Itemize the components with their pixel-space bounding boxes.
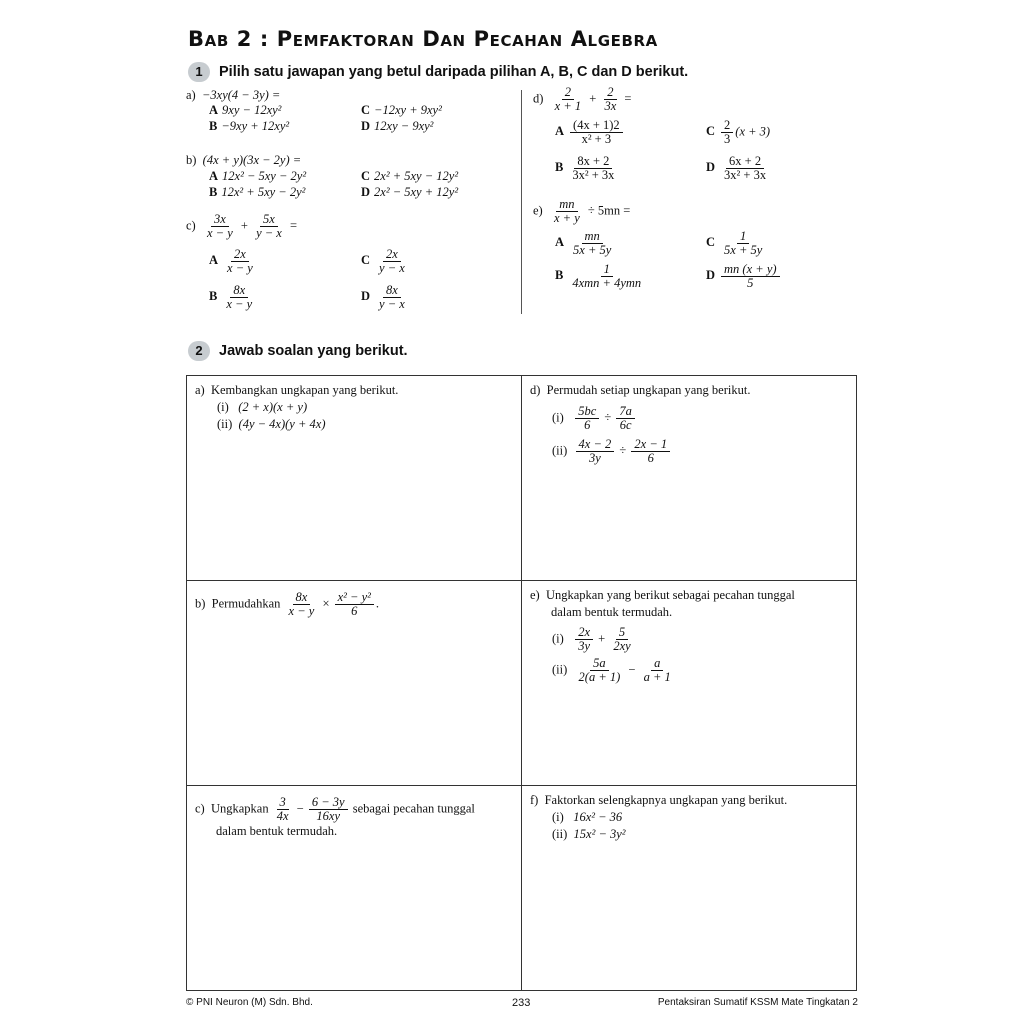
option-text: −9xy + 12xy² bbox=[221, 119, 290, 133]
item-label: c) bbox=[195, 801, 205, 816]
question-a bbox=[186, 88, 280, 103]
option-letter: B bbox=[209, 119, 218, 133]
fraction: $\frac{1}{5x + 5y}$ bbox=[724, 229, 763, 257]
option-letter: C bbox=[361, 169, 371, 183]
item-text: dalam bentuk termudah. bbox=[216, 824, 338, 838]
item-text: Faktorkan selengkapnya ungkapan yang berikut. bbox=[544, 793, 788, 807]
item-label: d) bbox=[530, 383, 541, 397]
fraction: $\frac{8x}{x - y}$ bbox=[288, 590, 315, 618]
question-b bbox=[186, 153, 301, 168]
sub-label: (i) bbox=[217, 400, 229, 414]
fraction: $\frac{mn}{5x + 5y}$ bbox=[573, 229, 612, 257]
fraction: $\frac{5}{2xy}$ bbox=[613, 625, 631, 653]
option-a-C[interactable] bbox=[361, 103, 442, 118]
question-a-label: a) bbox=[186, 88, 196, 102]
question-d-label: d) bbox=[533, 91, 544, 106]
sub-label: (i) bbox=[552, 810, 564, 824]
question-b-stem: (4x + y)(3x − 2y) = bbox=[202, 153, 302, 167]
fraction: $\frac{8x}{x - y}$ bbox=[226, 283, 253, 311]
fraction: $\frac{8x}{y - x}$ bbox=[379, 283, 405, 311]
answer-box-e[interactable] bbox=[522, 581, 856, 786]
sub-expression: (4y − 4x)(y + 4x) bbox=[238, 417, 326, 431]
footer-series: Pentaksiran Sumatif KSSM Mate Tingkatan 2 bbox=[657, 997, 858, 1008]
option-letter: D bbox=[706, 160, 716, 175]
item-text: Permudahkan bbox=[211, 596, 281, 611]
fraction: $\frac{2x}{x - y}$ bbox=[227, 247, 253, 275]
option-d-D[interactable] bbox=[706, 155, 771, 182]
fraction: $\frac{2}{3x}$ bbox=[604, 85, 617, 113]
option-text: 12xy − 9xy² bbox=[374, 119, 434, 133]
option-c-C[interactable] bbox=[361, 248, 410, 275]
question-b-label: b) bbox=[186, 153, 197, 167]
question-c: c) $\frac{3x}{x - y}$ + $\frac{5x}{y - x}$ = bbox=[186, 212, 298, 240]
fraction: $\frac{3}{4x}$ bbox=[276, 795, 289, 823]
option-c-D[interactable] bbox=[361, 284, 410, 311]
option-e-B[interactable] bbox=[555, 263, 646, 290]
answer-box-f[interactable] bbox=[522, 786, 856, 990]
answer-grid bbox=[186, 375, 857, 991]
fraction: $\frac{4x - 2}{3y}$ bbox=[576, 438, 615, 465]
fraction: $\frac{5bc}{6}$ bbox=[575, 405, 599, 432]
option-d-C[interactable] bbox=[706, 119, 770, 146]
sub-label: (i) bbox=[552, 410, 564, 425]
option-b-D[interactable] bbox=[361, 185, 458, 200]
section1-instruction: Pilih satu jawapan yang betul daripada pilihan A, B, C dan D berikut. bbox=[219, 63, 689, 80]
column-divider bbox=[521, 90, 522, 314]
fraction: $\frac{5a}{2(a + 1)}$ bbox=[578, 656, 621, 684]
fraction: $\frac{a}{a + 1}$ bbox=[643, 656, 671, 684]
question-a-stem: −3xy(4 − 3y) = bbox=[201, 88, 281, 102]
fraction: $\frac{5x}{y - x}$ bbox=[256, 212, 282, 240]
option-b-B[interactable] bbox=[209, 185, 305, 200]
option-letter: C bbox=[706, 124, 716, 139]
item-text: dalam bentuk termudah. bbox=[551, 605, 673, 619]
fraction: $\frac{2x - 1}{6}$ bbox=[631, 438, 670, 465]
answer-box-b[interactable] bbox=[187, 581, 522, 786]
option-letter: D bbox=[361, 289, 371, 304]
option-b-C[interactable] bbox=[361, 169, 458, 184]
answer-box-a[interactable] bbox=[187, 376, 522, 581]
option-letter: A bbox=[555, 124, 565, 139]
fraction: $\frac{(4x + 1)2}{\text{x² + 3}}$ bbox=[570, 119, 623, 146]
fraction: $\frac{2}{x + 1}$ bbox=[554, 85, 582, 113]
option-c-B[interactable] bbox=[209, 284, 257, 311]
option-text: 9xy − 12xy² bbox=[222, 103, 282, 117]
sub-label: (i) bbox=[552, 631, 564, 646]
sub-label: (ii) bbox=[552, 443, 568, 458]
operator: ÷ bbox=[619, 443, 627, 458]
option-c-A[interactable] bbox=[209, 248, 258, 275]
fraction: $\frac{8x + 2}{\text{3x² + 3x}}$ bbox=[572, 154, 615, 182]
fraction: $\frac{mn}{x + y}$ bbox=[553, 197, 580, 225]
item-text: Kembangkan ungkapan yang berikut. bbox=[210, 383, 399, 397]
sub-expression: 16x² − 36 bbox=[573, 810, 623, 824]
answer-box-c[interactable] bbox=[187, 786, 522, 990]
item-label: e) bbox=[530, 588, 540, 602]
option-text: 12x² + 5xy − 2y² bbox=[221, 185, 306, 199]
fraction: $\frac{2}{3}$ bbox=[721, 119, 733, 146]
option-letter: B bbox=[555, 160, 564, 175]
sub-expression: (2 + x)(x + y) bbox=[238, 400, 308, 414]
fraction: $\frac{2x}{y - x}$ bbox=[379, 247, 405, 275]
option-a-B[interactable] bbox=[209, 119, 289, 134]
sub-label: (ii) bbox=[217, 417, 233, 431]
option-letter: D bbox=[706, 268, 716, 283]
fraction: $\frac{mn (x + y)}{5}$ bbox=[721, 263, 780, 290]
item-text: sebagai pecahan tunggal bbox=[352, 801, 475, 816]
page-title: Bab 2 : Pemfaktoran Dan Pecahan Algebra bbox=[188, 27, 658, 51]
option-a-D[interactable] bbox=[361, 119, 433, 134]
option-letter: A bbox=[209, 253, 219, 268]
option-d-A[interactable] bbox=[555, 119, 625, 146]
fraction: $\frac{1}{\text{4xmn + 4ymn}}$ bbox=[572, 262, 642, 290]
fraction: $\frac{\text{x² − y²}}{6}$ bbox=[335, 591, 374, 618]
option-text: (x + 3) bbox=[735, 124, 771, 139]
footer-page-number: 233 bbox=[512, 997, 531, 1009]
item-text: Ungkapkan bbox=[210, 801, 269, 816]
section1-heading bbox=[188, 62, 688, 82]
operator: + bbox=[598, 631, 606, 646]
option-e-A[interactable] bbox=[555, 230, 616, 257]
section2-heading bbox=[188, 341, 408, 361]
fraction: $\frac{6 - 3y}{16xy}$ bbox=[309, 796, 348, 823]
option-letter: A bbox=[555, 235, 565, 250]
operator: × bbox=[322, 596, 330, 611]
option-d-B[interactable] bbox=[555, 155, 619, 182]
option-e-C[interactable] bbox=[706, 230, 767, 257]
option-letter: B bbox=[209, 185, 218, 199]
option-a-A[interactable] bbox=[209, 103, 281, 118]
option-letter: A bbox=[209, 169, 219, 183]
option-e-D[interactable] bbox=[706, 263, 782, 290]
question-d: d) $\frac{2}{x + 1}$ + $\frac{2}{3x}$ = bbox=[533, 85, 632, 113]
footer-copyright: © PNI Neuron (M) Sdn. Bhd. bbox=[186, 997, 313, 1008]
option-text: 2x² − 5xy + 12y² bbox=[374, 185, 459, 199]
answer-box-d[interactable] bbox=[522, 376, 856, 581]
sub-label: (ii) bbox=[552, 827, 568, 841]
fraction: $\frac{2x}{3y}$ bbox=[575, 626, 593, 653]
section1-number-badge: 1 bbox=[188, 62, 210, 82]
operator: − bbox=[628, 662, 636, 677]
option-letter: B bbox=[555, 268, 564, 283]
option-b-A[interactable] bbox=[209, 169, 306, 184]
option-letter: D bbox=[361, 185, 371, 199]
section2-number-badge: 2 bbox=[188, 341, 210, 361]
operator: − bbox=[296, 801, 304, 816]
option-text: −12xy + 9xy² bbox=[374, 103, 442, 117]
question-e-label: e) bbox=[533, 203, 543, 218]
fraction: $\frac{7a}{6c}$ bbox=[616, 405, 635, 432]
option-letter: D bbox=[361, 119, 371, 133]
question-c-label: c) bbox=[186, 218, 196, 233]
section2-instruction: Jawab soalan yang berikut. bbox=[219, 342, 408, 359]
question-e: e) $\frac{mn}{x + y}$ ÷ 5mn = bbox=[533, 197, 631, 225]
item-text: Ungkapkan yang berikut sebagai pecahan tunggal bbox=[545, 588, 795, 602]
option-letter: B bbox=[209, 289, 218, 304]
option-letter: C bbox=[706, 235, 716, 250]
option-text: 12x² − 5xy − 2y² bbox=[222, 169, 307, 183]
sub-label: (ii) bbox=[552, 662, 568, 677]
option-letter: A bbox=[209, 103, 219, 117]
item-label: f) bbox=[530, 793, 539, 807]
option-letter: C bbox=[361, 103, 371, 117]
item-label: a) bbox=[195, 383, 205, 397]
option-text: 2x² + 5xy − 12y² bbox=[374, 169, 459, 183]
punctuation: . bbox=[375, 596, 380, 611]
fraction: $\frac{3x}{x - y}$ bbox=[206, 212, 233, 240]
operator: ÷ bbox=[604, 410, 612, 425]
sub-expression: 15x² − 3y² bbox=[573, 827, 626, 841]
fraction: $\frac{6x + 2}{\text{3x² + 3x}}$ bbox=[724, 154, 767, 182]
option-letter: C bbox=[361, 253, 371, 268]
item-label: b) bbox=[195, 596, 206, 611]
item-text: Permudah setiap ungkapan yang berikut. bbox=[546, 383, 751, 397]
